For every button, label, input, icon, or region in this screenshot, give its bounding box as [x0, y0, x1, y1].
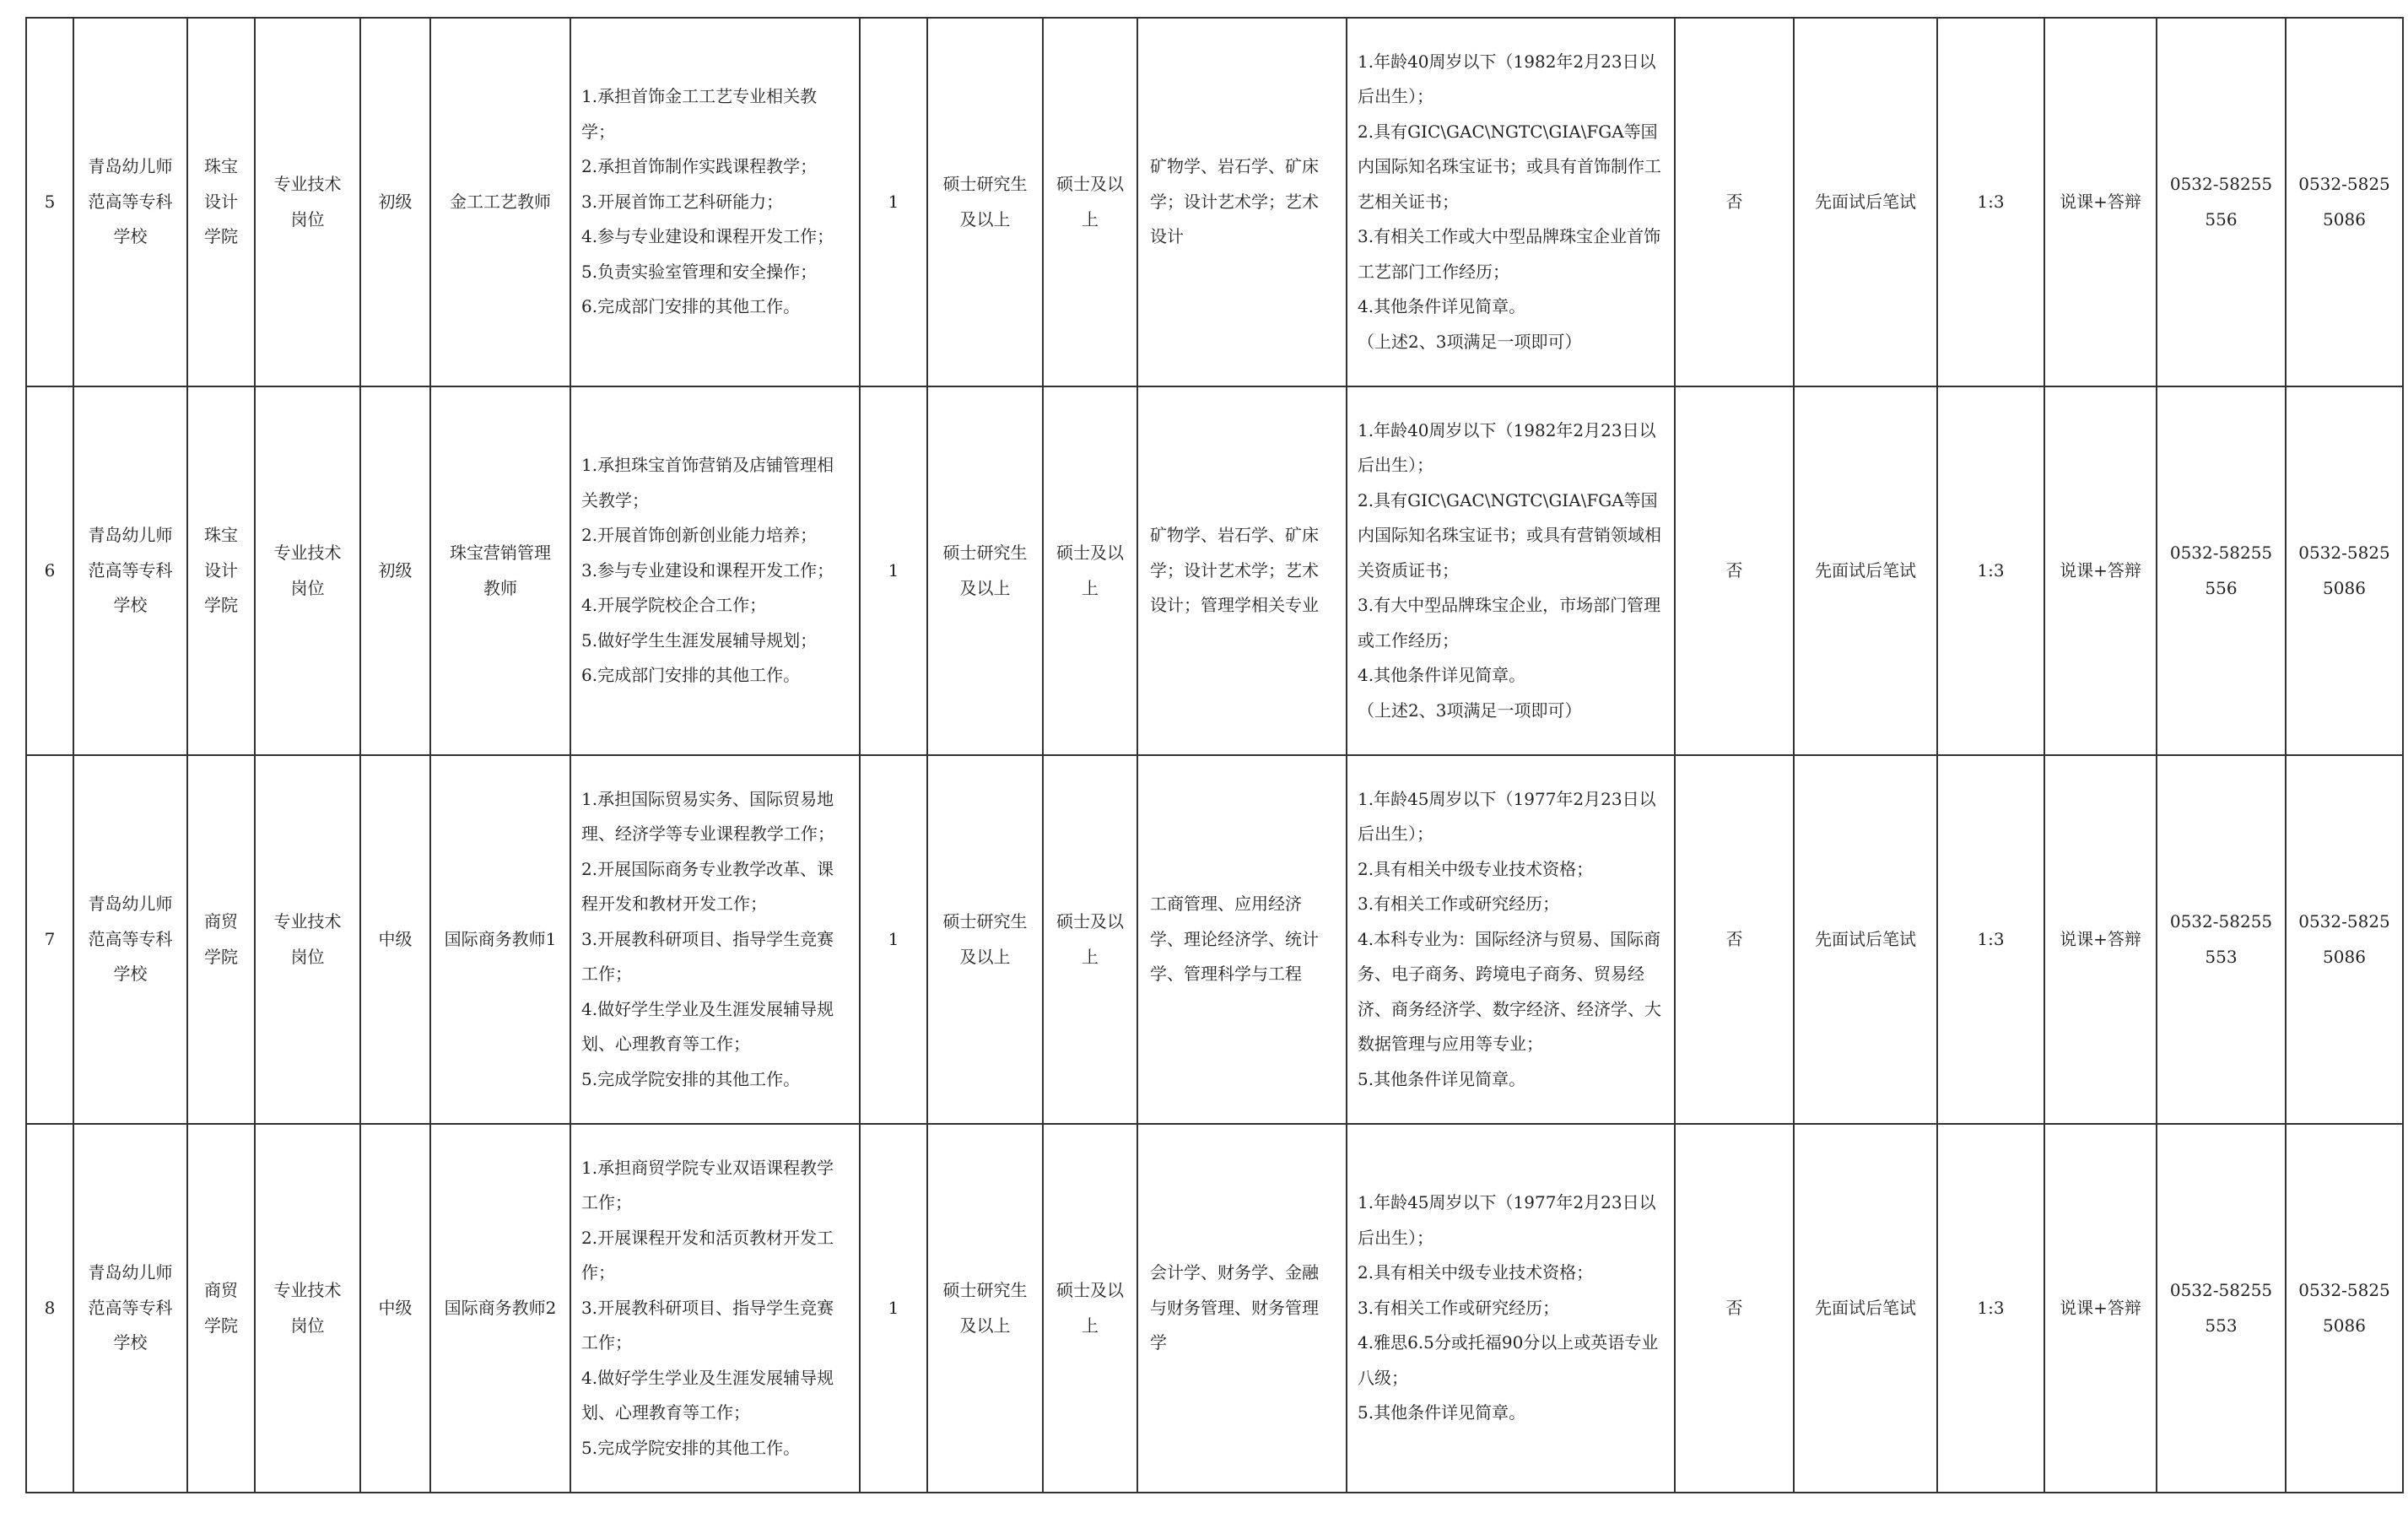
post-level: 中级: [360, 1124, 430, 1493]
supervision-phone: 0532-58255086: [2286, 1124, 2403, 1493]
degree-level: 硕士及以上: [1043, 386, 1137, 755]
other-requirements: 1.年龄40周岁以下（1982年2月23日以后出生）； 2.具有GIC\GAC\NGTC\GIA\FGA等国内国际知名珠宝证书；或具有首饰制作工艺相关证书； 3.有相关工作或大中型品牌珠宝企业首饰工艺部门工作经历； 4.其他条件详见简章。 （上述2、3项满足一项即可）: [1347, 18, 1675, 386]
exam-method: 先面试后笔试: [1794, 1124, 1937, 1493]
post-level: 初级: [360, 386, 430, 755]
row-number: 5: [26, 18, 73, 386]
degree-level: 硕士及以上: [1043, 18, 1137, 386]
hire-count: 1: [860, 18, 927, 386]
major-requirement: 会计学、财务学、金融与财务管理、财务管理学: [1137, 1124, 1347, 1493]
department: 商贸学院: [187, 755, 255, 1124]
table-row: [26, 1124, 2403, 1493]
major-requirement: 矿物学、岩石学、矿床学；设计艺术学；艺术设计；管理学相关专业: [1137, 386, 1347, 755]
employer-unit: 青岛幼儿师范高等专科学校: [73, 386, 187, 755]
major-requirement: 工商管理、应用经济学、理论经济学、统计学、管理科学与工程: [1137, 755, 1347, 1124]
education-level: 硕士研究生及以上: [927, 386, 1043, 755]
row-number: 6: [26, 386, 73, 755]
contact-phone: 0532-58255553: [2157, 755, 2286, 1124]
job-duties: 1.承担首饰金工工艺专业相关教学； 2.承担首饰制作实践课程教学； 3.开展首饰工艺科研能力； 4.参与专业建设和课程开发工作； 5.负责实验室管理和安全操作； 6.完成部门安排的其他工作。: [570, 18, 860, 386]
position-name: 国际商务教师1: [430, 755, 570, 1124]
yes-no-flag: 否: [1675, 386, 1794, 755]
interview-ratio: 1:3: [1937, 18, 2044, 386]
education-level: 硕士研究生及以上: [927, 18, 1043, 386]
position-name: 国际商务教师2: [430, 1124, 570, 1493]
yes-no-flag: 否: [1675, 18, 1794, 386]
post-category: 专业技术岗位: [255, 386, 360, 755]
post-level: 初级: [360, 18, 430, 386]
department: 珠宝设计学院: [187, 386, 255, 755]
interview-form: 说课+答辩: [2044, 386, 2157, 755]
interview-form: 说课+答辩: [2044, 18, 2157, 386]
supervision-phone: 0532-58255086: [2286, 386, 2403, 755]
interview-ratio: 1:3: [1937, 1124, 2044, 1493]
post-category: 专业技术岗位: [255, 18, 360, 386]
yes-no-flag: 否: [1675, 755, 1794, 1124]
hire-count: 1: [860, 755, 927, 1124]
position-name: 珠宝营销管理教师: [430, 386, 570, 755]
recruitment-table: [25, 17, 2404, 1493]
row-number: 7: [26, 755, 73, 1124]
table-row: [26, 755, 2403, 1124]
contact-phone: 0532-58255556: [2157, 18, 2286, 386]
other-requirements: 1.年龄45周岁以下（1977年2月23日以后出生）； 2.具有相关中级专业技术资格； 3.有相关工作或研究经历； 4.本科专业为：国际经济与贸易、国际商务、电子商务、跨境电子商务、贸易经济、商务经济学、数字经济、经济学、大数据管理与应用等专业； 5.其他条件详见简章。: [1347, 755, 1675, 1124]
employer-unit: 青岛幼儿师范高等专科学校: [73, 755, 187, 1124]
employer-unit: 青岛幼儿师范高等专科学校: [73, 1124, 187, 1493]
department: 珠宝设计学院: [187, 18, 255, 386]
row-number: 8: [26, 1124, 73, 1493]
degree-level: 硕士及以上: [1043, 755, 1137, 1124]
education-level: 硕士研究生及以上: [927, 1124, 1043, 1493]
interview-form: 说课+答辩: [2044, 1124, 2157, 1493]
post-category: 专业技术岗位: [255, 755, 360, 1124]
hire-count: 1: [860, 1124, 927, 1493]
table-row: [26, 18, 2403, 386]
interview-form: 说课+答辩: [2044, 755, 2157, 1124]
job-duties: 1.承担国际贸易实务、国际贸易地理、经济学等专业课程教学工作； 2.开展国际商务专业教学改革、课程开发和教材开发工作； 3.开展教科研项目、指导学生竞赛工作； 4.做好学生学业及生涯发展辅导规划、心理教育等工作； 5.完成学院安排的其他工作。: [570, 755, 860, 1124]
interview-ratio: 1:3: [1937, 755, 2044, 1124]
post-category: 专业技术岗位: [255, 1124, 360, 1493]
department: 商贸学院: [187, 1124, 255, 1493]
degree-level: 硕士及以上: [1043, 1124, 1137, 1493]
post-level: 中级: [360, 755, 430, 1124]
yes-no-flag: 否: [1675, 1124, 1794, 1493]
job-duties: 1.承担商贸学院专业双语课程教学工作； 2.开展课程开发和活页教材开发工作； 3.开展教科研项目、指导学生竞赛工作； 4.做好学生学业及生涯发展辅导规划、心理教育等工作； 5.完成学院安排的其他工作。: [570, 1124, 860, 1493]
education-level: 硕士研究生及以上: [927, 755, 1043, 1124]
major-requirement: 矿物学、岩石学、矿床学；设计艺术学；艺术设计: [1137, 18, 1347, 386]
position-name: 金工工艺教师: [430, 18, 570, 386]
supervision-phone: 0532-58255086: [2286, 755, 2403, 1124]
supervision-phone: 0532-58255086: [2286, 18, 2403, 386]
hire-count: 1: [860, 386, 927, 755]
other-requirements: 1.年龄40周岁以下（1982年2月23日以后出生）； 2.具有GIC\GAC\NGTC\GIA\FGA等国内国际知名珠宝证书；或具有营销领域相关资质证书； 3.有大中型品牌珠宝企业，市场部门管理或工作经历； 4.其他条件详见简章。 （上述2、3项满足一项即可）: [1347, 386, 1675, 755]
exam-method: 先面试后笔试: [1794, 755, 1937, 1124]
contact-phone: 0532-58255553: [2157, 1124, 2286, 1493]
exam-method: 先面试后笔试: [1794, 386, 1937, 755]
job-duties: 1.承担珠宝首饰营销及店铺管理相关教学； 2.开展首饰创新创业能力培养； 3.参与专业建设和课程开发工作； 4.开展学院校企合工作； 5.做好学生生涯发展辅导规划； 6.完成部门安排的其他工作。: [570, 386, 860, 755]
employer-unit: 青岛幼儿师范高等专科学校: [73, 18, 187, 386]
exam-method: 先面试后笔试: [1794, 18, 1937, 386]
contact-phone: 0532-58255556: [2157, 386, 2286, 755]
interview-ratio: 1:3: [1937, 386, 2044, 755]
other-requirements: 1.年龄45周岁以下（1977年2月23日以后出生）； 2.具有相关中级专业技术资格； 3.有相关工作或研究经历； 4.雅思6.5分或托福90分以上或英语专业八级； 5.其他条件详见简章。: [1347, 1124, 1675, 1493]
table-row: [26, 386, 2403, 755]
